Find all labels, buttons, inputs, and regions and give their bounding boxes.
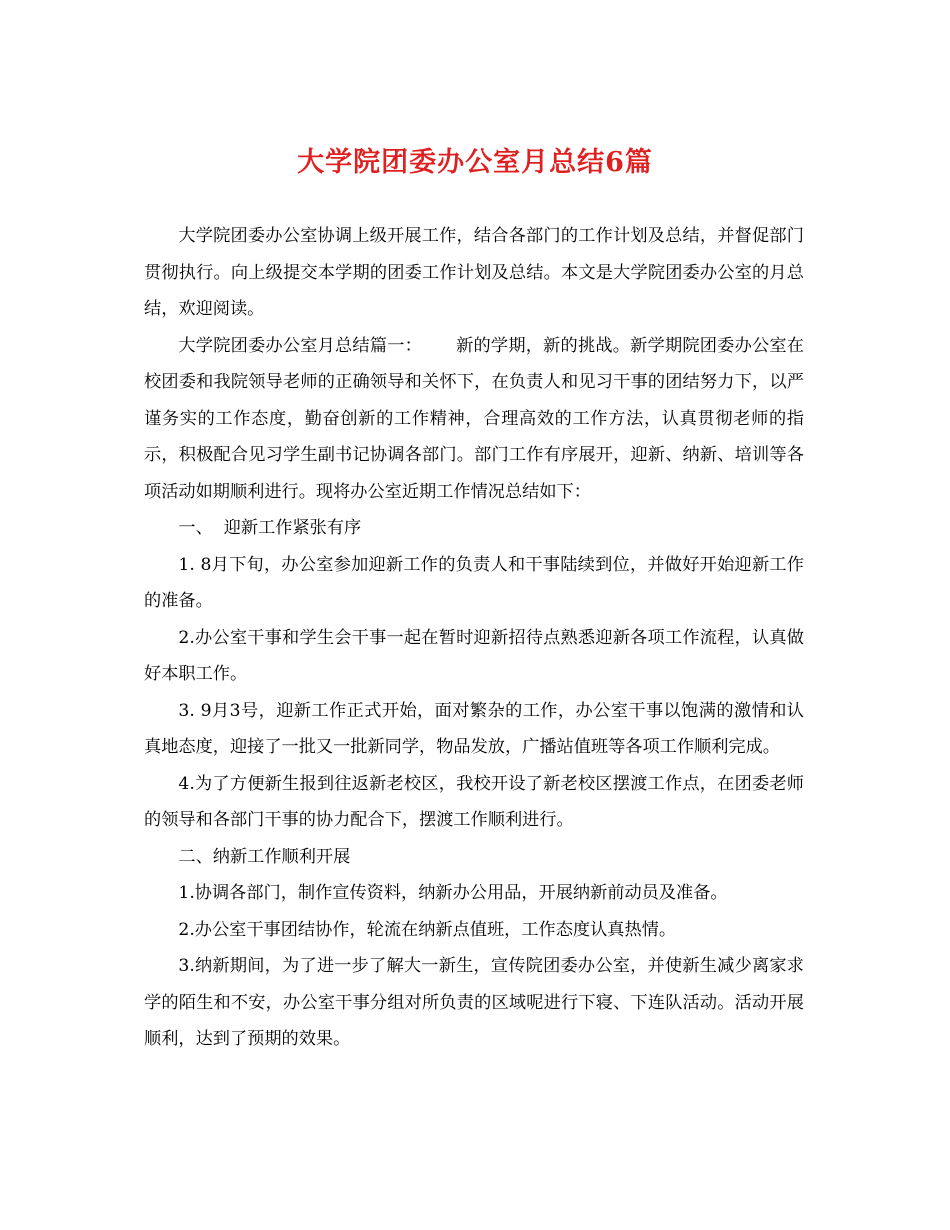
document-body bbox=[144, 218, 804, 1058]
list-item: 3. 9月3号，迎新工作正式开始，面对繁杂的工作，办公室干事以饱满的激情和认真地态度，迎接了一批又一批新同学，物品发放，广播站值班等各项工作顺利完成。 bbox=[144, 700, 804, 757]
list-item: 1.协调各部门，制作宣传资料，纳新办公用品，开展纳新前动员及准备。 bbox=[178, 883, 728, 903]
paragraph-intro: 大学院团委办公室协调上级开展工作，结合各部门的工作计划及总结，并督促部门贯彻执行。向上级提交本学期的团委工作计划及总结。本文是大学院团委办公室的月总结，欢迎阅读。 bbox=[144, 226, 804, 319]
document-title: 大学院团委办公室月总结6篇 bbox=[297, 147, 653, 178]
section-heading-1: 一、 迎新工作紧张有序 bbox=[178, 518, 362, 538]
list-item: 2.办公室干事和学生会干事一起在暂时迎新招待点熟悉迎新各项工作流程，认真做好本职工作。 bbox=[144, 627, 804, 684]
paragraph-part-one: 大学院团委办公室月总结篇一： 新的学期，新的挑战。新学期院团委办公室在校团委和我院领导老师的正确领导和关怀下，在负责人和见习干事的团结努力下，以严谨务实的工作态度，勤奋创新的工作精神，合理高效的工作方法，认真贯彻老师的指示，积极配合见习学生副书记协调各部门。部门工作有序展开，迎新、纳新、培训等各项活动如期顺利进行。现将办公室近期工作情况总结如下： bbox=[144, 335, 804, 502]
list-item: 1. 8月下旬，办公室参加迎新工作的负责人和干事陆续到位，并做好开始迎新工作的准备。 bbox=[144, 554, 804, 611]
section-heading-2: 二、纳新工作顺利开展 bbox=[178, 846, 351, 867]
list-item: 3.纳新期间，为了进一步了解大一新生，宣传院团委办公室，并使新生减少离家求学的陌生和不安，办公室干事分组对所负责的区域呢进行下寝、下连队活动。活动开展顺利，达到了预期的效果。 bbox=[144, 956, 804, 1049]
list-item: 4.为了方便新生报到往返新老校区，我校开设了新老校区摆渡工作点，在团委老师的领导和各部门干事的协力配合下，摆渡工作顺利进行。 bbox=[144, 773, 804, 830]
list-item: 2.办公室干事团结协作，轮流在纳新点值班，工作态度认真热情。 bbox=[178, 919, 677, 940]
